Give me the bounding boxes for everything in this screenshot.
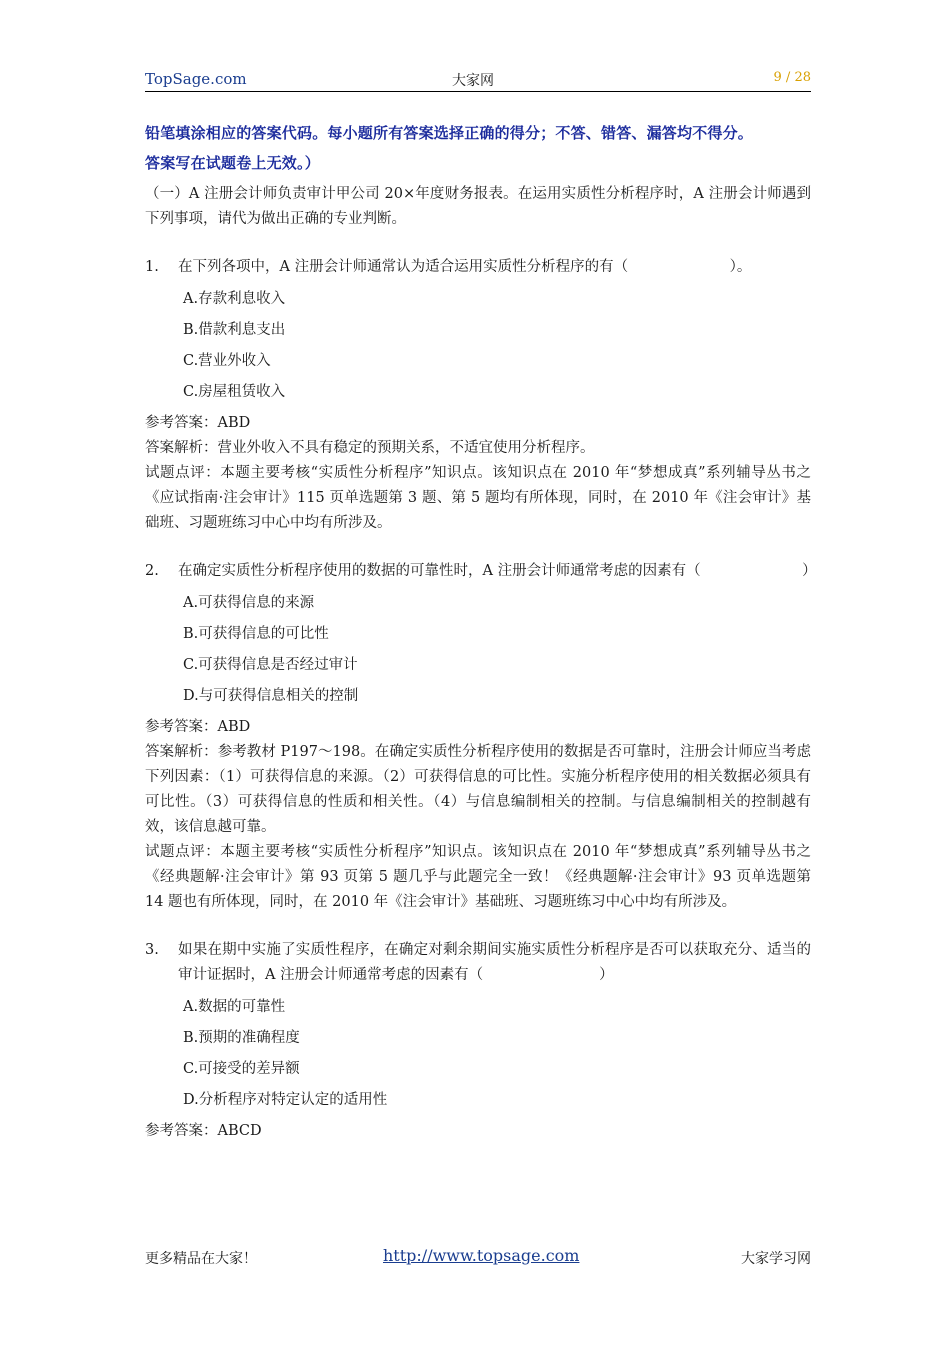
page-footer (145, 1248, 811, 1270)
question-text: 在确定实质性分析程序使用的数据的可靠性时，A 注册会计师通常考虑的因素有（ ） (178, 563, 817, 579)
page-number: 9 / 28 (773, 70, 811, 85)
answer-analysis: 答案解析：参考教材 P197～198。在确定实质性分析程序使用的数据是否可靠时，注册会计师应当考虑下列因素：（1）可获得信息的来源。（2）可获得信息的可比性。实施分析程序使用的相关数据必须具有可比性。（3）可获得信息的性质和相关性。（4）与信息编制相关的控制。与信息编制相关的控制越有效，该信息越可靠。 (145, 744, 811, 835)
question-3 (145, 938, 811, 988)
question-text: 在下列各项中，A 注册会计师通常认为适合运用实质性分析程序的有（ ）。 (178, 259, 752, 275)
option-a: A.可获得信息的来源 (183, 595, 315, 611)
section-intro: （一）A 注册会计师负责审计甲公司 20×年度财务报表。在运用实质性分析程序时，A 注册会计师遇到下列事项，请代为做出正确的专业判断。 (145, 186, 811, 227)
footer-right-text: 大家学习网 (741, 1251, 811, 1267)
question-number: 2. (145, 563, 159, 579)
notice-line-1: 铅笔填涂相应的答案代码。每小题所有答案选择正确的得分；不答、错答、漏答均不得分。 (145, 124, 754, 142)
question-number: 1. (145, 259, 159, 275)
option-a: A.数据的可靠性 (183, 999, 286, 1015)
answer: 参考答案：ABCD (145, 1123, 262, 1139)
document-body (145, 118, 817, 1144)
header-center-title: 大家网 (452, 73, 494, 89)
footer-link[interactable]: http://www.topsage.com (383, 1246, 580, 1265)
option-c: C.营业外收入 (183, 353, 271, 369)
footer-left-text: 更多精品在大家！ (145, 1251, 257, 1267)
question-2 (145, 559, 817, 584)
answer: 参考答案：ABD (145, 415, 251, 431)
option-d: C.房屋租赁收入 (183, 384, 286, 400)
answer-analysis: 答案解析：营业外收入不具有稳定的预期关系，不适宜使用分析程序。 (145, 440, 595, 456)
option-a: A.存款利息收入 (183, 291, 286, 307)
option-c: C.可获得信息是否经过审计 (183, 657, 358, 673)
question-number: 3. (145, 942, 159, 958)
option-d: D.与可获得信息相关的控制 (183, 688, 359, 704)
option-c: C.可接受的差异额 (183, 1061, 300, 1077)
page-header (145, 67, 811, 92)
question-comment: 试题点评：本题主要考核“实质性分析程序”知识点。该知识点在 2010 年“梦想成真”系列辅导丛书之《应试指南·注会审计》115 页单选题第 3 题、第 5 题均有所体现，同时，在 2010 年《注会审计》基础班、习题班练习中心中均有所涉及。 (145, 465, 811, 531)
question-comment: 试题点评：本题主要考核“实质性分析程序”知识点。该知识点在 2010 年“梦想成真”系列辅导丛书之《经典题解·注会审计》第 93 页第 5 题几乎与此题完全一致！《经典题解·注会审计》93 页单选题第 14 题也有所体现，同时，在 2010 年《注会审计》基础班、习题班练习中心中均有所涉及。 (145, 844, 811, 910)
option-d: D.分析程序对特定认定的适用性 (183, 1092, 388, 1108)
option-b: B.可获得信息的可比性 (183, 626, 329, 642)
option-b: B.借款利息支出 (183, 322, 286, 338)
site-name[interactable]: TopSage.com (145, 70, 247, 88)
notice-line-2: 答案写在试题卷上无效。） (145, 154, 320, 172)
option-b: B.预期的准确程度 (183, 1030, 300, 1046)
question-text: 如果在期中实施了实质性程序，在确定对剩余期间实施实质性分析程序是否可以获取充分、适当的审计证据时，A 注册会计师通常考虑的因素有（ ） (178, 942, 811, 983)
answer: 参考答案：ABD (145, 719, 251, 735)
question-1 (145, 255, 811, 280)
